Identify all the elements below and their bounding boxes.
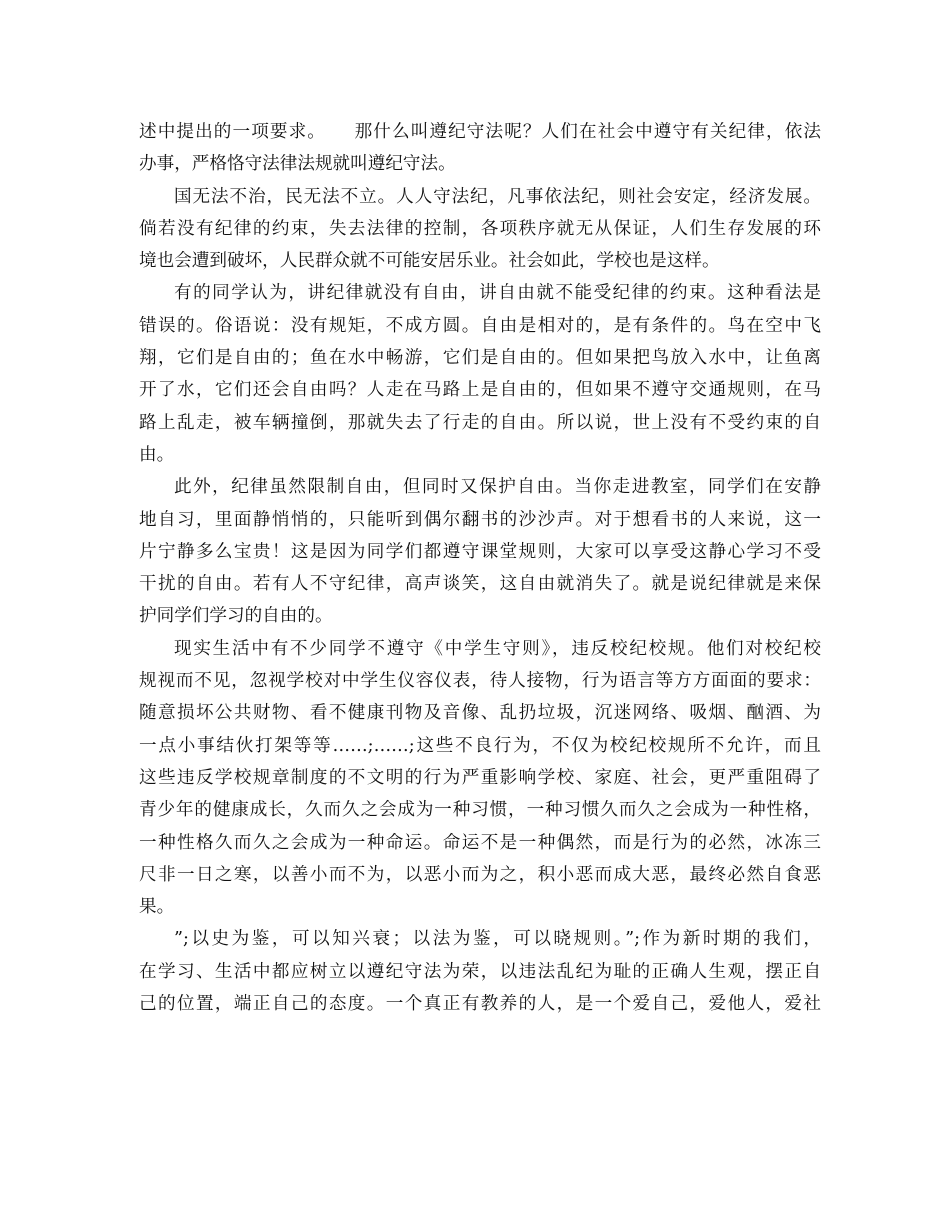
text-line: 护同学们学习的自由的。 [139,606,333,627]
text-line: 青少年的健康成长，久而久之会成为一种习惯，一种习惯久而久之会成为一种性格， [139,800,821,821]
text-line: 现实生活中有不少同学不遵守《中学生守则》，违反校纪校规。他们对校纪校 [174,638,821,659]
text-line: 开了水，它们还会自由吗？人走在马路上是自由的，但如果不遵守交通规则，在马 [139,380,821,401]
text-line: 一种性格久而久之会成为一种命运。命运不是一种偶然，而是行为的必然，冰冻三 [139,832,821,853]
body-text [139,116,821,1020]
text-line: 在学习、生活中都应树立以遵纪守法为荣，以违法乱纪为耻的正确人生观，摆正自 [139,961,821,982]
text-line: 规视而不见，忽视学校对中学生仪容仪表，待人接物，行为语言等方方面面的要求： [139,671,821,692]
text-line: 有的同学认为，讲纪律就没有自由，讲自由就不能受纪律的约束。这种看法是 [174,283,821,304]
text-line: 路上乱走，被车辆撞倒，那就失去了行走的自由。所以说，世上没有不受约束的自 [139,412,821,433]
text-line: 这些违反学校规章制度的不文明的行为严重影响学校、家庭、社会，更严重阻碍了 [139,767,821,788]
text-line: 随意损坏公共财物、看不健康刊物及音像、乱扔垃圾，沉迷网络、吸烟、酗酒、为 [139,703,821,724]
text-line: 倘若没有纪律的约束，失去法律的控制，各项秩序就无从保证，人们生存发展的环 [139,218,821,239]
text-line: 此外，纪律虽然限制自由，但同时又保护自由。当你走进教室，同学们在安静 [174,477,821,498]
text-line: 述中提出的一项要求。 那什么叫遵纪守法呢？人们在社会中遵守有关纪律，依法 [139,122,821,142]
text-line: 境也会遭到破坏，人民群众就不可能安居乐业。社会如此，学校也是这样。 [139,251,720,272]
text-line: 片宁静多么宝贵！这是因为同学们都遵守课堂规则，大家可以享受这静心学习不受 [139,541,821,562]
text-line: 国无法不治，民无法不立。人人守法纪，凡事依法纪，则社会安定，经济发展。 [174,186,821,207]
text-line: 果。 [139,897,175,918]
text-line: 办事，严格恪守法律法规就叫遵纪守法。 [139,154,456,175]
text-line: 己的位置，端正自己的态度。一个真正有教养的人，是一个爱自己，爱他人，爱社 [139,994,821,1015]
text-line: 翔，它们是自由的；鱼在水中畅游，它们是自由的。但如果把鸟放入水中，让鱼离 [139,348,821,369]
text-line: 错误的。俗语说：没有规矩，不成方圆。自由是相对的，是有条件的。鸟在空中飞 [139,315,821,336]
text-line: 干扰的自由。若有人不守纪律，高声谈笑，这自由就消失了。就是说纪律就是来保 [139,574,821,595]
text-line: ”;以史为鉴，可以知兴衰；以法为鉴，可以晓规则。”;作为新时期的我们， [174,929,821,950]
text-line: 尺非一日之寒，以善小而不为，以恶小而为之，积小恶而成大恶，最终必然自食恶 [139,864,821,885]
text-line: 由。 [139,444,175,465]
text-line: 一点小事结伙打架等等……;……;这些不良行为，不仅为校纪校规所不允许，而且 [139,735,821,756]
text-line: 地自习，里面静悄悄的，只能听到偶尔翻书的沙沙声。对于想看书的人来说，这一 [139,509,821,530]
